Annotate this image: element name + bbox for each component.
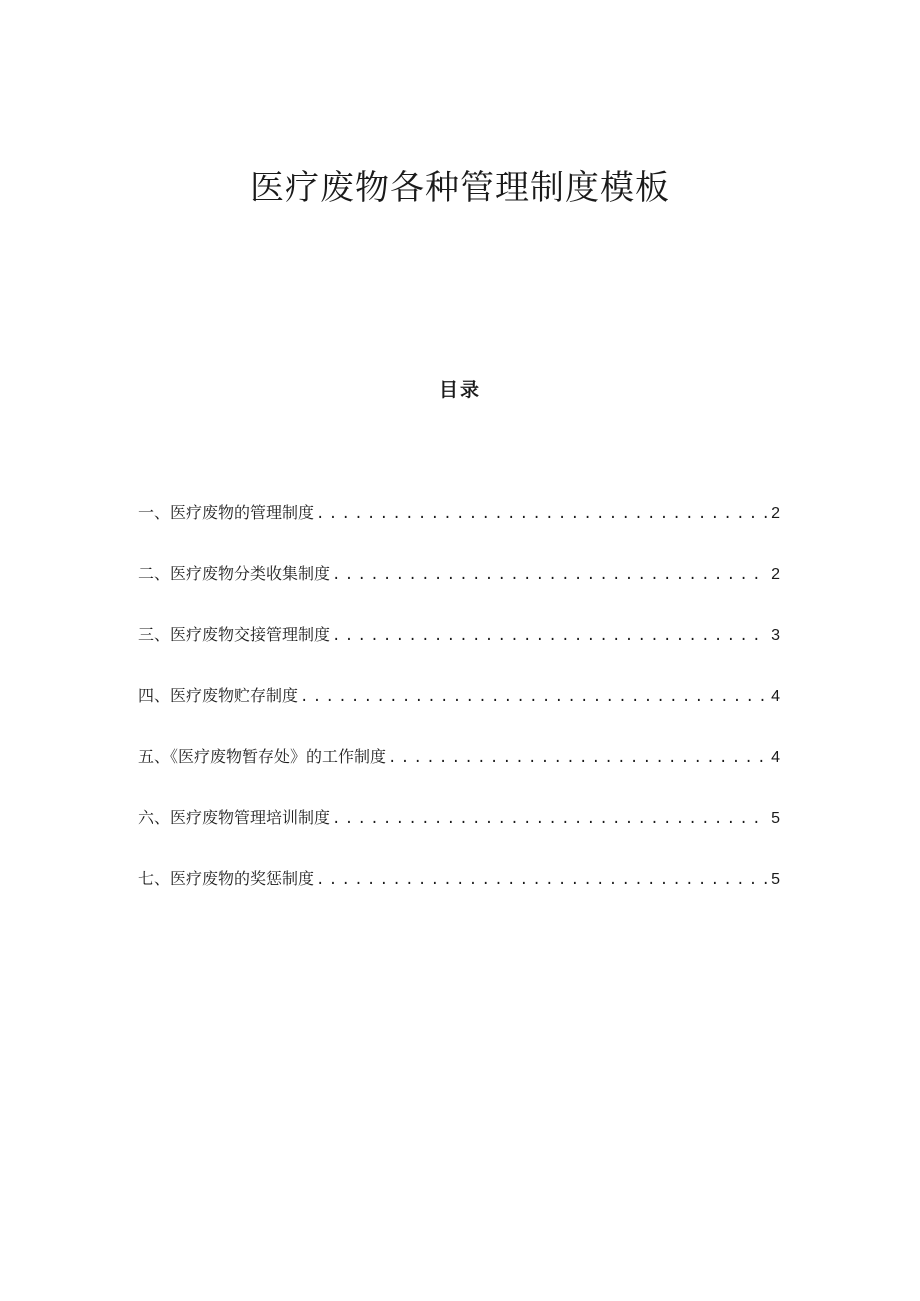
- toc-dot-leader: [316, 865, 768, 895]
- document-title: 医疗废物各种管理制度模板: [250, 168, 670, 208]
- toc-entry-page: 4: [771, 749, 780, 766]
- toc-entry-page: 4: [771, 688, 780, 705]
- toc-entry-label: 七、医疗废物的奖惩制度: [138, 869, 315, 888]
- toc-entry-label: 四、医疗废物贮存制度: [138, 686, 299, 705]
- toc-entry-label: 五、《医疗废物暂存处》的工作制度: [138, 747, 387, 766]
- toc-dot-leader: [300, 682, 768, 712]
- toc-entry[interactable]: [138, 864, 780, 925]
- toc-entry-page: 5: [771, 871, 780, 888]
- toc-entry-page: 2: [771, 566, 780, 583]
- toc-dot-leader: [332, 804, 768, 834]
- table-of-contents: [138, 498, 780, 925]
- toc-dot-leader: [316, 499, 768, 529]
- toc-entry-page: 5: [771, 810, 780, 827]
- toc-heading: 目录: [438, 379, 481, 401]
- toc-dot-leader: [332, 621, 768, 651]
- toc-entry-page: 3: [771, 627, 780, 644]
- toc-entry[interactable]: [138, 742, 780, 803]
- toc-dot-leader: [388, 743, 768, 773]
- toc-entry-label: 一、医疗废物的管理制度: [138, 503, 315, 522]
- toc-entry[interactable]: [138, 498, 780, 559]
- toc-entry[interactable]: [138, 803, 780, 864]
- toc-entry-label: 六、医疗废物管理培训制度: [138, 808, 331, 827]
- toc-entry[interactable]: [138, 559, 780, 620]
- toc-entry-label: 三、医疗废物交接管理制度: [138, 625, 331, 644]
- toc-dot-leader: [332, 560, 768, 590]
- toc-entry-page: 2: [771, 505, 780, 522]
- toc-entry[interactable]: [138, 681, 780, 742]
- toc-entry-label: 二、医疗废物分类收集制度: [138, 564, 331, 583]
- toc-entry[interactable]: [138, 620, 780, 681]
